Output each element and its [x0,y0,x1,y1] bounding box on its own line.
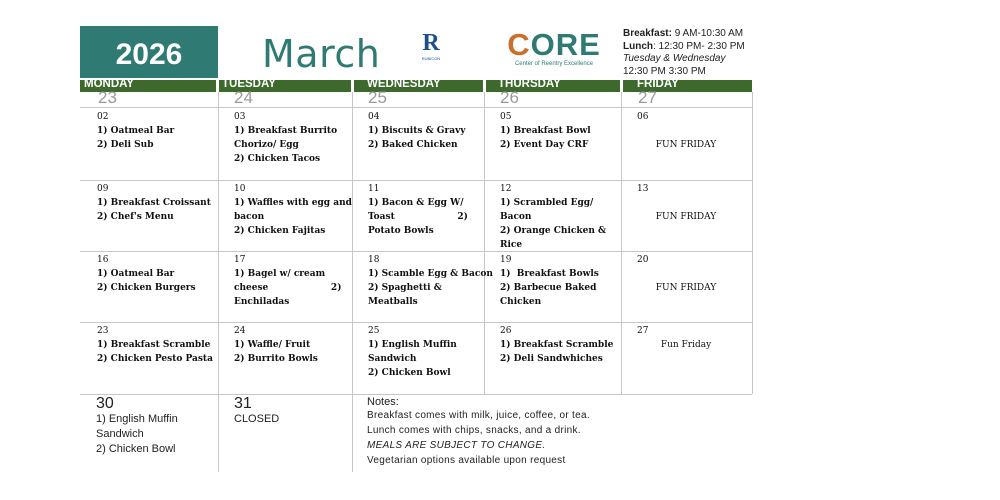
day-cell [97,324,223,366]
date-number: 03 [234,112,246,122]
date-number: 31 [234,395,252,412]
menu-item: cheese 2) [234,283,342,293]
core-logo-word: CORE [507,27,601,62]
menu-item: 2) Spaghetti & Meatballs [368,283,442,307]
menu-item: 1) Breakfast Scramble [500,340,614,350]
closed-label: CLOSED [234,413,280,425]
menu-item: 2) Deli Sandwhiches [500,354,603,364]
menu-item: 1) Breakfast Croissant [97,198,211,208]
menu-item: 1) Biscuits & Gravy [368,126,466,136]
day-cell [368,110,494,152]
day-cell [234,253,360,309]
friday-date: 20 [637,255,649,265]
tue-wed-hours: 12:30 PM 3:30 PM [623,65,706,77]
grid-divider [80,180,752,181]
prev-date-monday: 23 [98,88,117,107]
menu-item: 1) English Muffin [368,340,457,350]
date-number: 25 [368,326,380,336]
grid-divider [752,92,753,394]
menu-item: Sandwich [368,354,417,364]
date-number: 19 [500,255,512,265]
date-number: 17 [234,255,246,265]
notes-title: Notes: [367,396,399,408]
prev-date-tuesday: 24 [234,88,253,107]
meal-hours [623,28,745,78]
date-number: 18 [368,255,380,265]
menu-item: 1) Bacon & Egg W/ [368,198,464,208]
notes-line: Vegetarian options available upon request [367,455,566,466]
day-cell-tuesday-31 [234,396,279,427]
core-logo-tagline: Center of Reentry Excellence [514,61,594,67]
fun-friday-label: FUN FRIDAY [655,283,717,293]
date-number: 02 [97,112,109,122]
menu-item: 1) Scrambled Egg/ Bacon [500,198,594,222]
menu-item: 2) Chicken Burgers [97,283,196,293]
month-title: March [262,32,381,76]
prev-date-thursday: 26 [500,88,519,107]
grid-divider [80,251,752,252]
rubicon-logo-mark: R [422,30,440,56]
menu-item: 2) Chicken Tacos [234,154,321,164]
prev-date-friday: 27 [638,88,657,107]
grid-divider [80,107,752,108]
day-header-wednesday: WEDNESDAY [367,78,441,90]
menu-item: Chicken [500,297,542,307]
grid-divider [80,322,752,323]
core-logo [502,27,606,67]
menu-item: 2) Barbecue Baked [500,283,597,293]
day-cell [368,324,494,380]
menu-item: Sandwich [96,428,144,440]
day-cell-monday-30 [96,396,178,457]
day-cell [368,182,494,238]
date-number: 23 [97,326,109,336]
tue-wed-label: Tuesday & Wednesday [623,53,726,64]
friday-date: 27 [637,326,649,336]
day-cell [97,182,223,224]
rubicon-logo [414,30,448,70]
menu-item: 1) Waffles with egg and [234,198,352,208]
menu-item: Enchiladas [234,297,290,307]
day-header-monday: MONDAY [84,78,135,90]
date-number: 30 [96,395,114,412]
date-number: 26 [500,326,512,336]
menu-item: 1) Oatmeal Bar [97,269,175,279]
menu-item: Potato Bowls [368,226,434,236]
rubicon-logo-text: RUBICON [421,56,441,61]
menu-item: 2) Burrito Bowls [234,354,318,364]
menu-item: 2) Chef's Menu [97,212,174,222]
menu-item: 2) Orange Chicken & Rice [500,226,607,250]
menu-item: 2) Baked Chicken [368,140,458,150]
date-number: 11 [368,184,380,194]
menu-item: 1) Breakfast Bowl [500,126,591,136]
prev-date-wednesday: 25 [368,88,387,107]
fun-friday-label: Fun Friday [660,340,712,350]
menu-item: 2) Chicken Pesto Pasta [97,354,213,364]
menu-item: 1) Breakfast Bowls [500,269,599,279]
menu-item: 1) Breakfast Scramble [97,340,211,350]
notes-line: Breakfast comes with milk, juice, coffee, or tea. [367,410,590,421]
day-header-friday: FRIDAY [637,78,679,90]
menu-item: 1) Bagel w/ cream [234,269,326,279]
day-cell [500,182,626,252]
date-number: 10 [234,184,246,194]
date-number: 24 [234,326,246,336]
notes-line: Lunch comes with chips, snacks, and a drink. [367,425,581,436]
day-cell [97,253,223,295]
day-header-thursday: THURSDAY [498,78,561,90]
notes-line: MEALS ARE SUBJECT TO CHANGE. [367,440,546,451]
date-number: 04 [368,112,380,122]
friday-date: 06 [637,112,649,122]
menu-item: 2) Chicken Fajitas [234,226,326,236]
menu-item: Chorizo/ Egg [234,140,299,150]
menu-item: 1) Oatmeal Bar [97,126,175,136]
day-cell [234,110,360,166]
day-cell [500,110,626,152]
day-cell [97,110,223,152]
day-cell [500,253,626,309]
friday-date: 13 [637,184,649,194]
notes-section [367,396,590,468]
menu-item: bacon [234,212,265,222]
day-cell [234,324,360,366]
day-cell [500,324,626,366]
menu-item: 1) English Muffin [96,413,178,425]
menu-item: 2) Chicken Bowl [96,443,176,455]
day-cell [368,253,494,309]
date-number: 05 [500,112,512,122]
menu-item: 1) Breakfast Burrito [234,126,338,136]
year-label: 2026 [115,38,183,71]
grid-divider [80,394,752,395]
menu-item: 1) Scamble Egg & Bacon [368,269,493,279]
fun-friday-label: FUN FRIDAY [655,140,717,150]
fun-friday-label: FUN FRIDAY [655,212,717,222]
menu-item: 2) Chicken Bowl [368,368,451,378]
menu-item: 2) Event Day CRF [500,140,589,150]
menu-item: 1) Waffle/ Fruit [234,340,311,350]
date-number: 16 [97,255,109,265]
day-cell [234,182,360,238]
breakfast-hours: Breakfast: 9 AM-10:30 AM [623,28,744,39]
date-number: 12 [500,184,512,194]
date-number: 09 [97,184,109,194]
day-header-tuesday: TUESDAY [222,78,276,90]
menu-item: Toast 2) [368,212,468,222]
lunch-hours: Lunch: 12:30 PM- 2:30 PM [623,40,745,52]
menu-item: 2) Deli Sub [97,140,154,150]
